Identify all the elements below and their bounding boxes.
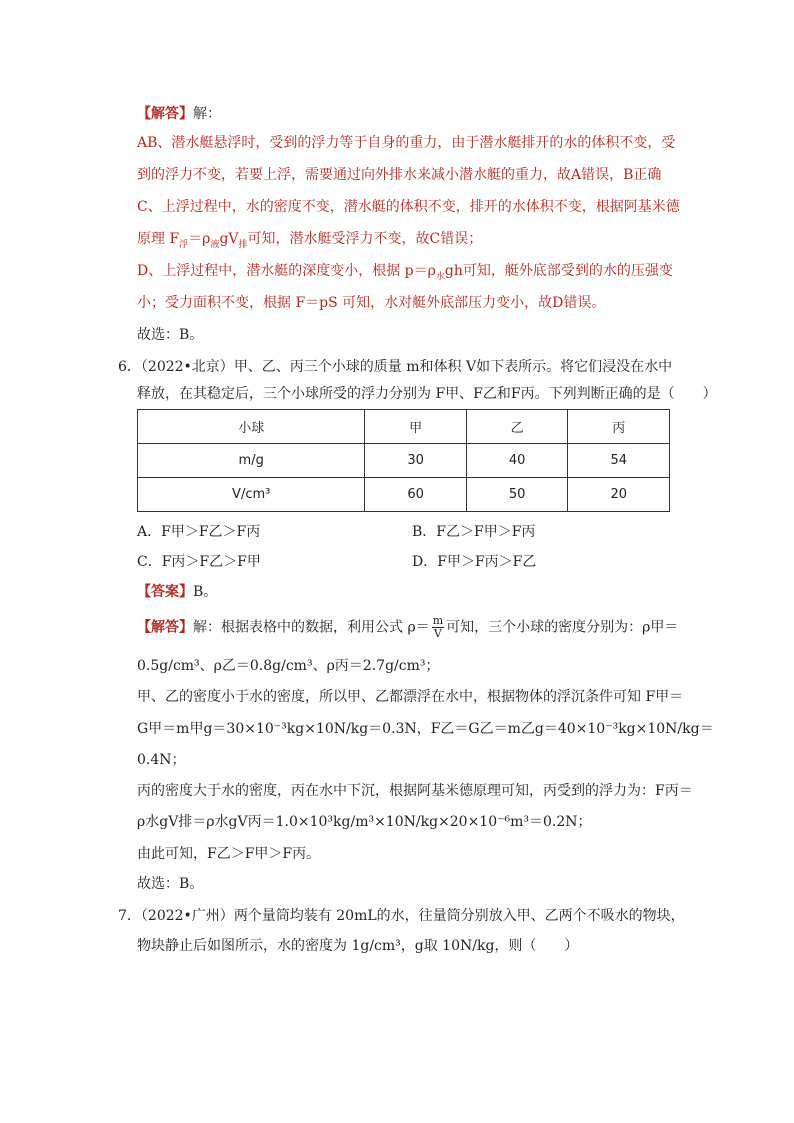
answer-label: 【答案】 [137, 584, 193, 600]
table-header-cell: 丙 [568, 410, 670, 444]
table-cell: m/g [138, 444, 365, 478]
table-row [138, 444, 670, 478]
prev-c-line1: C、上浮过程中，水的密度不变，潜水艇的体积不变，排开的水体积不变，根据阿基米德 [137, 199, 680, 215]
text-segment: 原理 F [137, 231, 180, 247]
option-d: D．F甲＞F丙＞F乙 [412, 554, 537, 570]
q6-stem-line1 [118, 356, 672, 378]
q6-solution-line7: ρ水gV排＝ρ水gV丙＝1.0×10³kg/m³×10N/kg×20×10⁻⁶m³＝0.2N； [137, 814, 592, 830]
question-number: 7． [118, 908, 141, 924]
option-b: B．F乙＞F甲＞F丙 [412, 524, 536, 540]
table-row [138, 478, 670, 512]
table-cell: 60 [365, 478, 467, 512]
density-fraction [432, 615, 444, 640]
answer-text: B。 [193, 584, 218, 600]
q6-data-table [137, 409, 670, 512]
solution-label: 【解答】 [137, 619, 193, 636]
question-number: 6． [118, 359, 141, 375]
question-source: （2022•北京） [140, 359, 234, 375]
q6-solution-line3: 甲、乙的密度小于水的密度，所以甲、乙都漂浮在水中，根据物体的浮沉条件可知 F甲＝ [137, 689, 684, 705]
question-stem: 两个量筒均装有 20mL的水，往量筒分别放入甲、乙两个不吸水的物块， [233, 908, 685, 924]
q6-answer [137, 581, 217, 603]
table-cell: 40 [466, 444, 568, 478]
q6-solution-line2: 0.5g/cm³、ρ乙＝0.8g/cm³、ρ丙＝2.7g/cm³； [137, 658, 440, 674]
text-segment: gV [219, 231, 239, 247]
prev-d-line1 [137, 260, 673, 282]
option-a: A．F甲＞F乙＞F丙 [137, 524, 261, 540]
subscript: 浮 [179, 239, 189, 250]
option-c: C．F丙＞F乙＞F甲 [137, 554, 261, 570]
table-cell: 20 [568, 478, 670, 512]
prev-ab-line1: AB、潜水艇悬浮时，受到的浮力等于自身的重力，由于潜水艇排开的水的体积不变，受 [137, 135, 676, 151]
table-cell: 54 [568, 444, 670, 478]
subscript: 水 [435, 271, 445, 282]
q6-choice: 故选：B。 [137, 876, 204, 892]
table-cell: V/cm³ [138, 478, 365, 512]
table-header-cell: 小球 [138, 410, 365, 444]
q6-solution-line5: 0.4N； [137, 752, 186, 768]
solution-intro: 解： [193, 106, 221, 122]
fraction-denominator: V [433, 627, 442, 640]
q6-solution-line1 [137, 615, 678, 640]
question-stem: 甲、乙、丙三个小球的质量 m和体积 V如下表所示。将它们浸没在水中 [233, 359, 673, 375]
prev-ab-line2: 到的浮力不变，若要上浮，需要通过向外排水来减小潜水艇的重力，故A错误，B正确 [137, 167, 662, 183]
prev-solution-header [137, 103, 221, 125]
solution-label: 【解答】 [137, 106, 193, 122]
table-cell: 50 [466, 478, 568, 512]
text-segment: D、上浮过程中，潜水艇的深度变小，根据 p＝ρ [137, 263, 436, 279]
text-segment: 可知，三个小球的密度分别为：ρ甲＝ [446, 619, 679, 636]
subscript: 液 [210, 239, 220, 250]
table-row [138, 410, 670, 444]
text-segment: 解：根据表格中的数据，利用公式 ρ＝ [193, 619, 430, 636]
prev-choice: 故选：B。 [137, 327, 204, 343]
question-source: （2022•广州） [140, 908, 234, 924]
q7-stem-line2: 物块静止后如图所示，水的密度为 1g/cm³，g取 10N/kg，则（ ） [137, 938, 579, 954]
table-header-cell: 甲 [365, 410, 467, 444]
table-header-cell: 乙 [466, 410, 568, 444]
prev-d-line2: 小；受力面积不变，根据 F＝pS 可知，水对艇外底部压力变小，故D错误。 [137, 295, 606, 311]
prev-c-line2 [137, 228, 482, 250]
q6-solution-line4: G甲＝m甲g＝30×10⁻³kg×10N/kg＝0.3N，F乙＝G乙＝m乙g＝40×10⁻³kg×10N/kg＝ [137, 721, 714, 737]
text-segment: ＝ρ [188, 231, 211, 247]
text-segment: 可知，潜水艇受浮力不变，故C错误； [247, 231, 483, 247]
q6-solution-line8: 由此可知，F乙＞F甲＞F丙。 [137, 846, 321, 862]
q6-stem-line2: 释放，在其稳定后，三个小球所受的浮力分别为 F甲、F乙和F丙。下列判断正确的是（ ） [137, 386, 717, 402]
table-cell: 30 [365, 444, 467, 478]
subscript: 排 [238, 239, 248, 250]
fraction-numerator: m [432, 614, 444, 627]
q7-stem-line1 [118, 905, 685, 927]
q6-solution-line6: 丙的密度大于水的密度，丙在水中下沉，根据阿基米德原理可知，丙受到的浮力为：F丙＝ [137, 783, 693, 799]
text-segment: gh可知，艇外底部受到的水的压强变 [444, 263, 673, 279]
